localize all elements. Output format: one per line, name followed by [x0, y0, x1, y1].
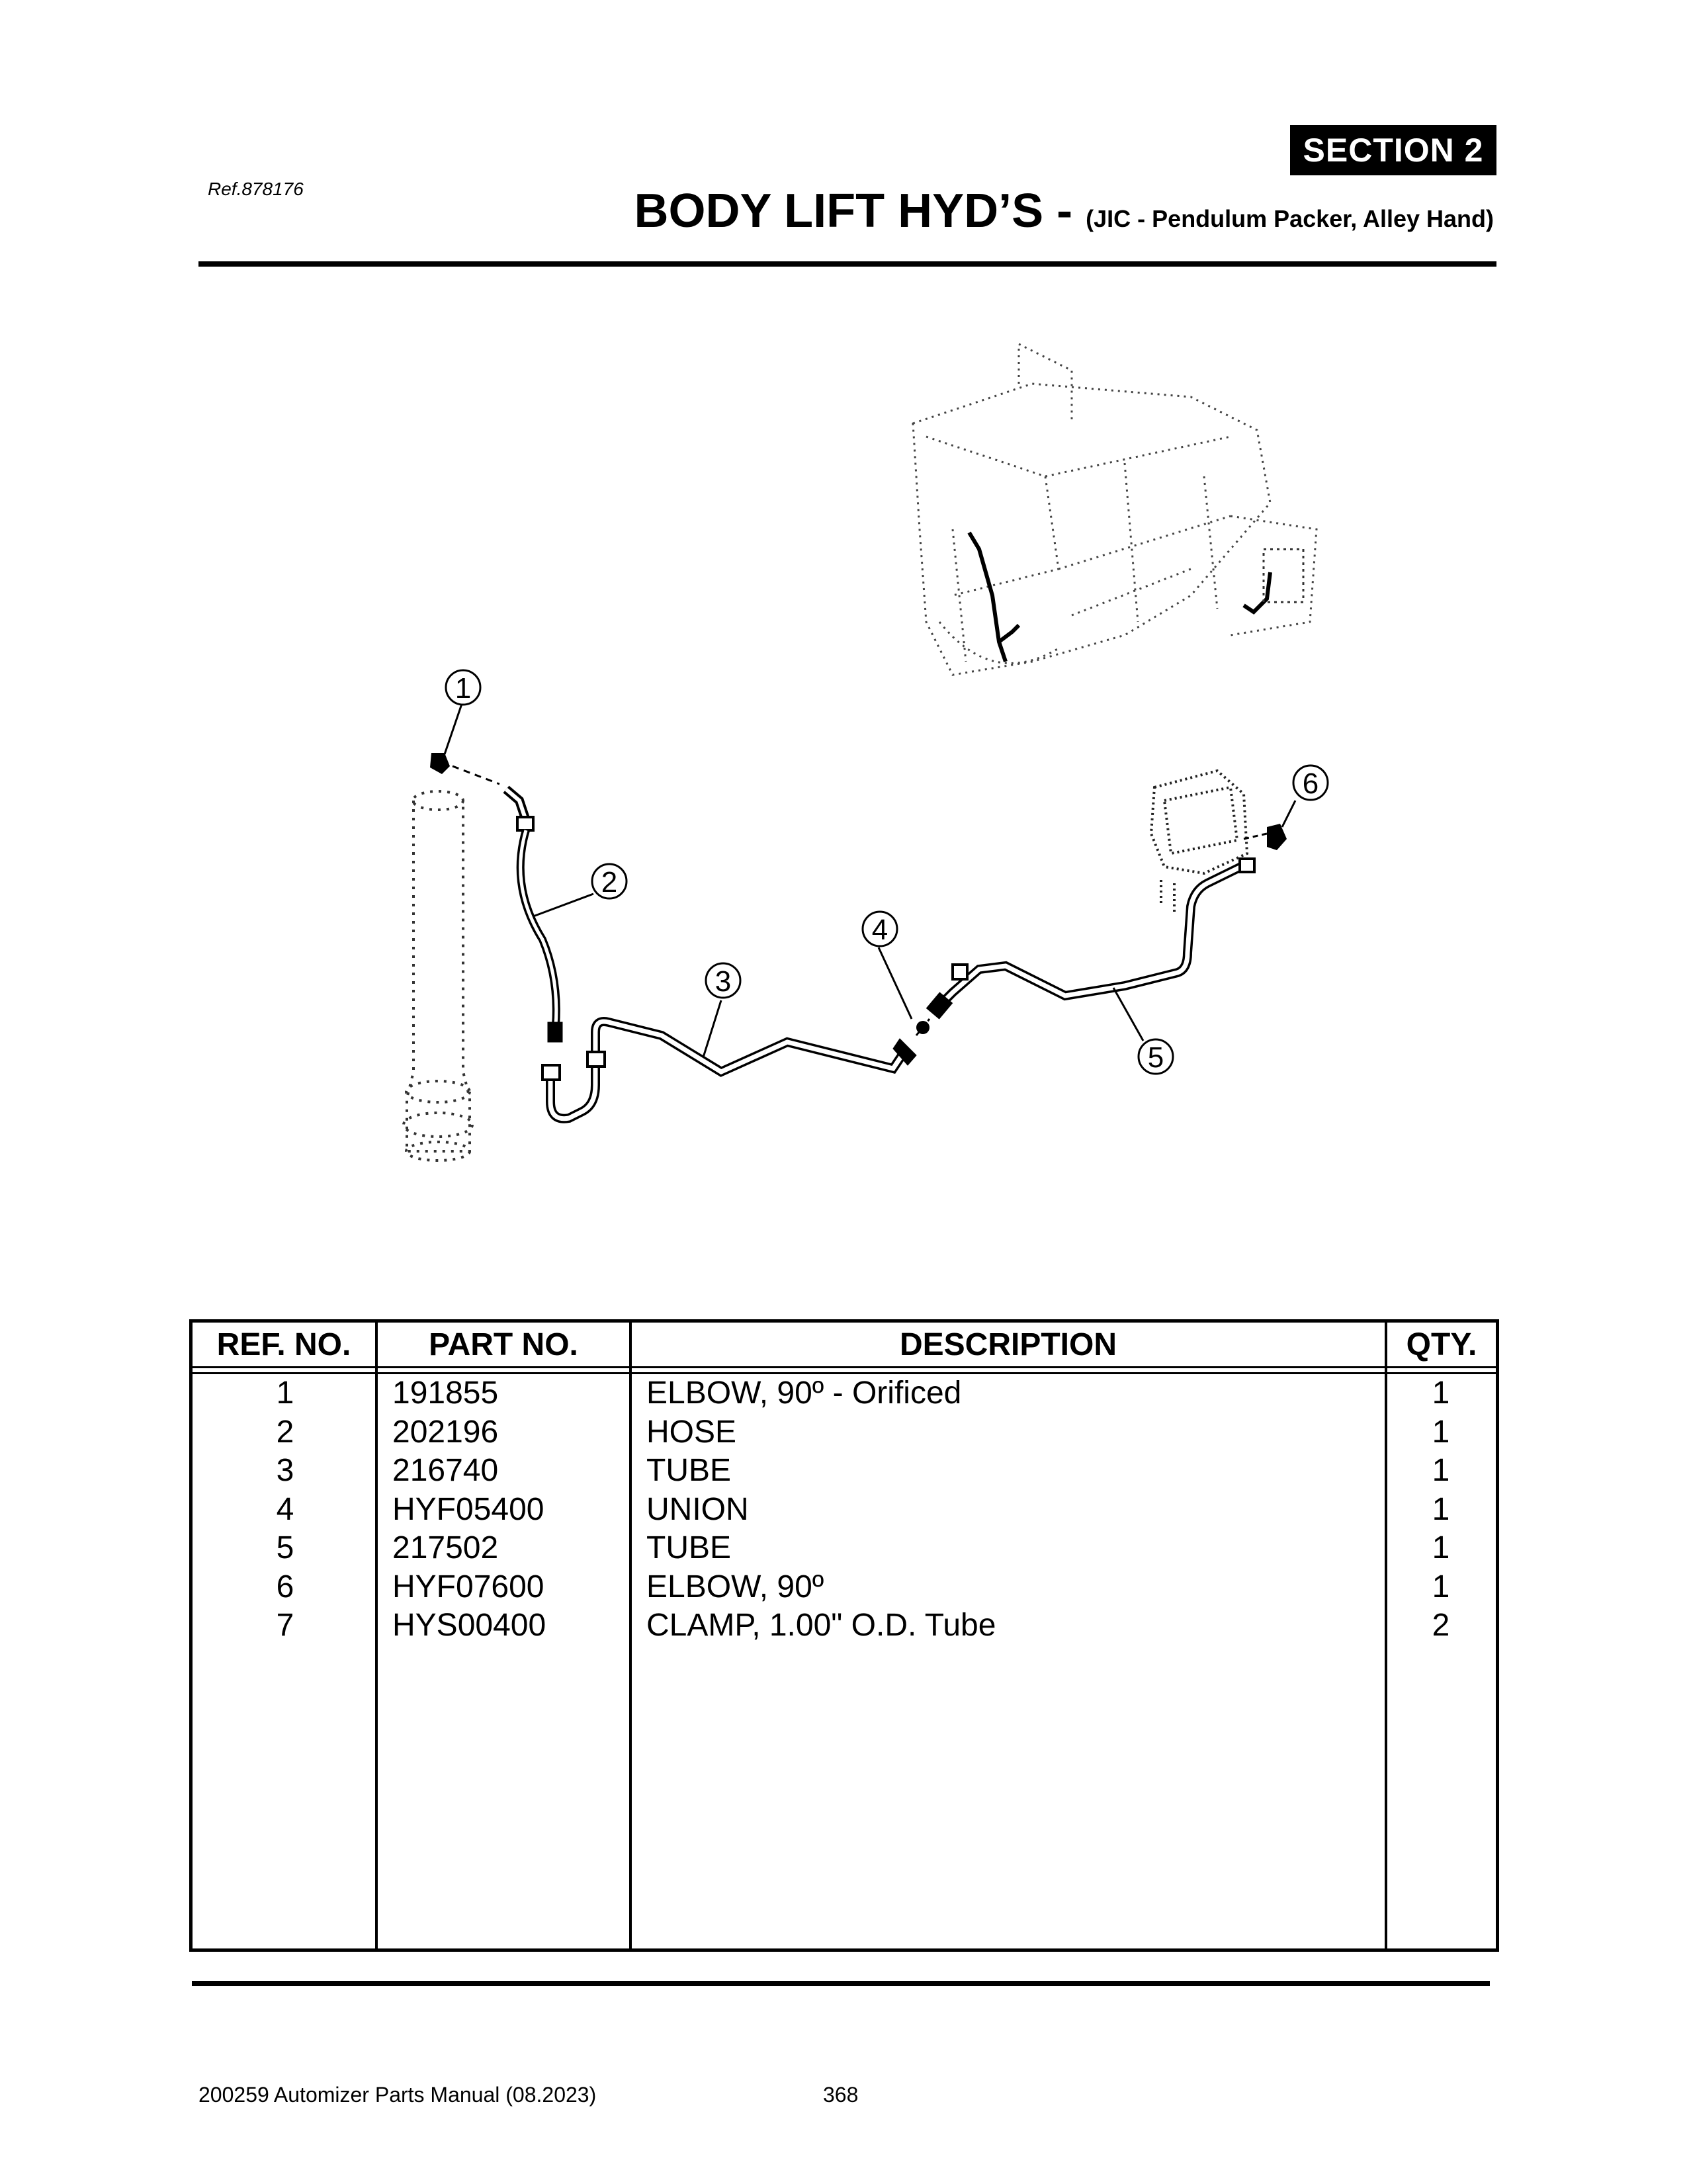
callout-6 — [1293, 765, 1328, 800]
ref-cell: 7 — [276, 1608, 294, 1643]
description-cell: CLAMP, 1.00" O.D. Tube — [646, 1608, 996, 1643]
callout-4 — [863, 912, 897, 946]
section-badge: SECTION 2 — [1290, 125, 1496, 175]
parts-rows — [193, 1374, 1496, 1645]
truck-frame-inset — [913, 344, 1317, 675]
callout-4-label: 4 — [871, 914, 888, 946]
table-row — [193, 1452, 1496, 1491]
part-cell: HYF05400 — [392, 1491, 544, 1527]
tube-lower — [542, 1022, 916, 1119]
callout-6-label: 6 — [1302, 767, 1319, 800]
elbow-orificed — [430, 753, 499, 784]
tube-upper — [927, 859, 1254, 1018]
callout-5-label: 5 — [1147, 1041, 1164, 1074]
description-cell: UNION — [646, 1491, 749, 1527]
callout-5 — [1139, 1039, 1173, 1074]
page-title-main: BODY LIFT HYD’S - — [634, 185, 1086, 238]
description-cell: ELBOW, 90º — [646, 1569, 824, 1604]
table-row — [193, 1491, 1496, 1530]
callout-2 — [592, 864, 627, 898]
callout-3-label: 3 — [714, 965, 732, 998]
ref-cell: 4 — [276, 1491, 294, 1527]
manual-title: 200259 Automizer Parts Manual (08.2023) — [198, 2083, 597, 2107]
part-cell: HYS00400 — [392, 1608, 546, 1643]
lift-cylinder — [404, 791, 472, 1160]
page-title-subtitle: (JIC - Pendulum Packer, Alley Hand) — [1086, 205, 1494, 232]
part-cell: 217502 — [392, 1530, 499, 1565]
ref-cell: 5 — [276, 1530, 294, 1565]
elbow-90 — [1244, 824, 1287, 850]
column-header-ref: REF. NO. — [216, 1327, 351, 1362]
ref-cell: 3 — [276, 1453, 294, 1488]
table-row — [193, 1413, 1496, 1452]
part-cell: 216740 — [392, 1453, 499, 1488]
description-cell: ELBOW, 90º - Orificed — [646, 1376, 962, 1411]
part-cell: HYF07600 — [392, 1569, 544, 1604]
ref-cell: 1 — [276, 1376, 294, 1411]
truck-frame-hydraulic-lines — [969, 533, 1270, 662]
ref-cell: 6 — [276, 1569, 294, 1604]
description-cell: TUBE — [646, 1453, 732, 1488]
table-row — [193, 1529, 1496, 1568]
qty-cell: 1 — [1432, 1491, 1450, 1527]
table-row — [193, 1606, 1496, 1645]
footer-rule — [192, 1981, 1490, 1986]
callout-3 — [706, 963, 740, 998]
table-row — [193, 1568, 1496, 1607]
qty-cell: 1 — [1432, 1569, 1450, 1604]
callout-leaders — [445, 704, 1295, 1057]
column-header-qty: QTY. — [1406, 1327, 1477, 1362]
column-header-part: PART NO. — [429, 1327, 578, 1362]
callout-1 — [446, 670, 480, 705]
ref-cell: 2 — [276, 1414, 294, 1450]
callout-1-label: 1 — [454, 672, 472, 705]
column-header-description: DESCRIPTION — [899, 1327, 1117, 1362]
part-cell: 202196 — [392, 1414, 499, 1450]
description-cell: HOSE — [646, 1414, 737, 1450]
union-fitting — [916, 1019, 930, 1035]
qty-cell: 1 — [1432, 1414, 1450, 1450]
qty-cell: 1 — [1432, 1530, 1450, 1565]
qty-cell: 1 — [1432, 1376, 1450, 1411]
reference-number: Ref.878176 — [208, 179, 304, 199]
description-cell: TUBE — [646, 1530, 732, 1565]
page-number: 368 — [823, 2083, 859, 2107]
header-divider — [193, 1366, 1496, 1368]
table-row — [193, 1374, 1496, 1413]
qty-cell: 2 — [1432, 1608, 1450, 1643]
parts-table — [189, 1319, 1499, 1952]
callout-2-label: 2 — [601, 866, 618, 898]
qty-cell: 1 — [1432, 1453, 1450, 1488]
part-cell: 191855 — [392, 1376, 499, 1411]
